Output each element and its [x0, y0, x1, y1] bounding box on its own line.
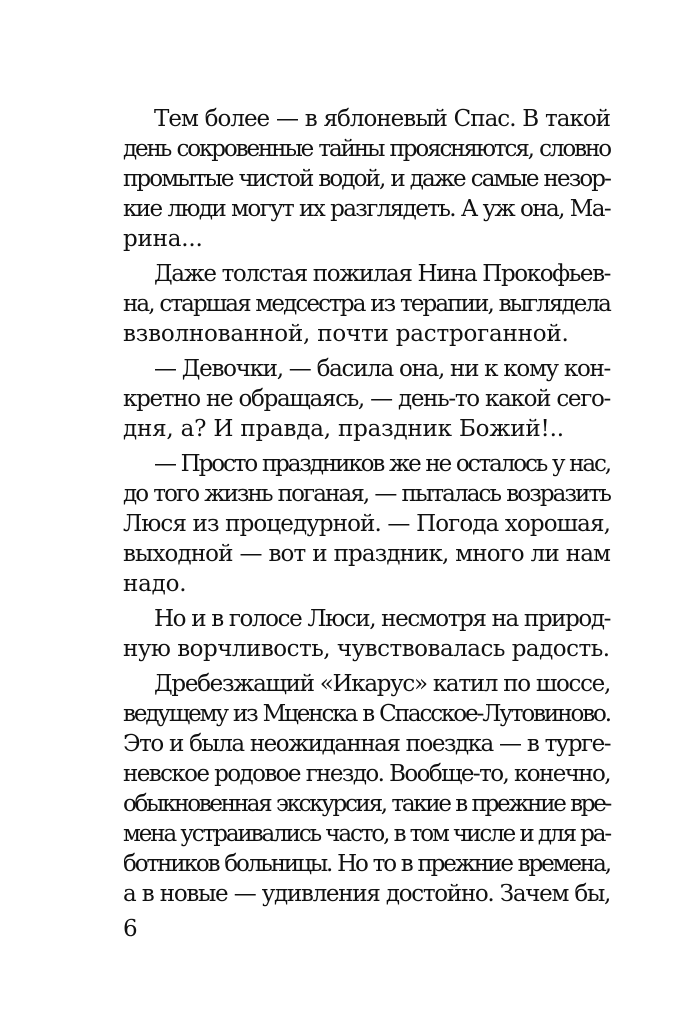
- text-line: надо.: [123, 571, 187, 597]
- text-line: до того жизнь поганая, — пыталась возразить: [123, 481, 610, 507]
- text-line: кие люди могут их разглядеть. А уж она, Ма-: [123, 196, 610, 222]
- text-line: рина...: [123, 226, 203, 252]
- paragraph: [123, 354, 610, 444]
- text-line: ную ворчливость, чувствовалась радость.: [123, 636, 610, 662]
- text-line: ведущему из Мценска в Спасское-Лутовиново.: [123, 701, 610, 727]
- paragraph: [123, 604, 610, 664]
- text-line: невское родовое гнездо. Вообще-то, конечно,: [123, 761, 610, 787]
- paragraph: [123, 104, 610, 254]
- text-line: — Девочки, — басила она, ни к кому кон-: [154, 356, 610, 382]
- paragraph: [123, 259, 610, 349]
- text-line: Люся из процедурной. — Погода хорошая,: [123, 511, 610, 537]
- text-line: Но и в голосе Люси, несмотря на природ-: [154, 606, 610, 632]
- text-line: промытые чистой водой, и даже самые незор-: [123, 166, 610, 192]
- text-line: день сокровенные тайны проясняются, словно: [123, 136, 610, 162]
- text-line: Тем более — в яблоневый Спас. В такой: [154, 106, 610, 132]
- text-line: кретно не обращаясь, — день-то какой сего-: [123, 386, 610, 412]
- text-line: выходной — вот и праздник, много ли нам: [123, 541, 610, 567]
- paragraph: [123, 449, 610, 599]
- text-line: Дребезжащий «Икарус» катил по шоссе,: [154, 671, 610, 697]
- text-line: на, старшая медсестра из терапии, выглядела: [123, 291, 610, 317]
- text-line: а в новые — удивления достойно. Зачем бы,: [123, 881, 610, 907]
- page-number: 6: [123, 916, 138, 942]
- text-line: ботников больницы. Но то в прежние времена,: [123, 851, 610, 877]
- text-line: дня, а? И правда, праздник Божий!..: [123, 416, 564, 442]
- text-line: Даже толстая пожилая Нина Прокофьев-: [154, 261, 610, 287]
- text-line: — Просто праздников же не осталось у нас,: [154, 451, 610, 477]
- text-line: обыкновенная экскурсия, такие в прежние вре-: [123, 791, 610, 817]
- paragraph: [123, 669, 610, 909]
- body-text: [123, 104, 610, 914]
- text-line: Это и была неожиданная поездка — в турге-: [123, 731, 610, 757]
- text-line: взволнованной, почти растроганной.: [123, 321, 569, 347]
- text-line: мена устраивались часто, в том числе и для ра-: [123, 821, 610, 847]
